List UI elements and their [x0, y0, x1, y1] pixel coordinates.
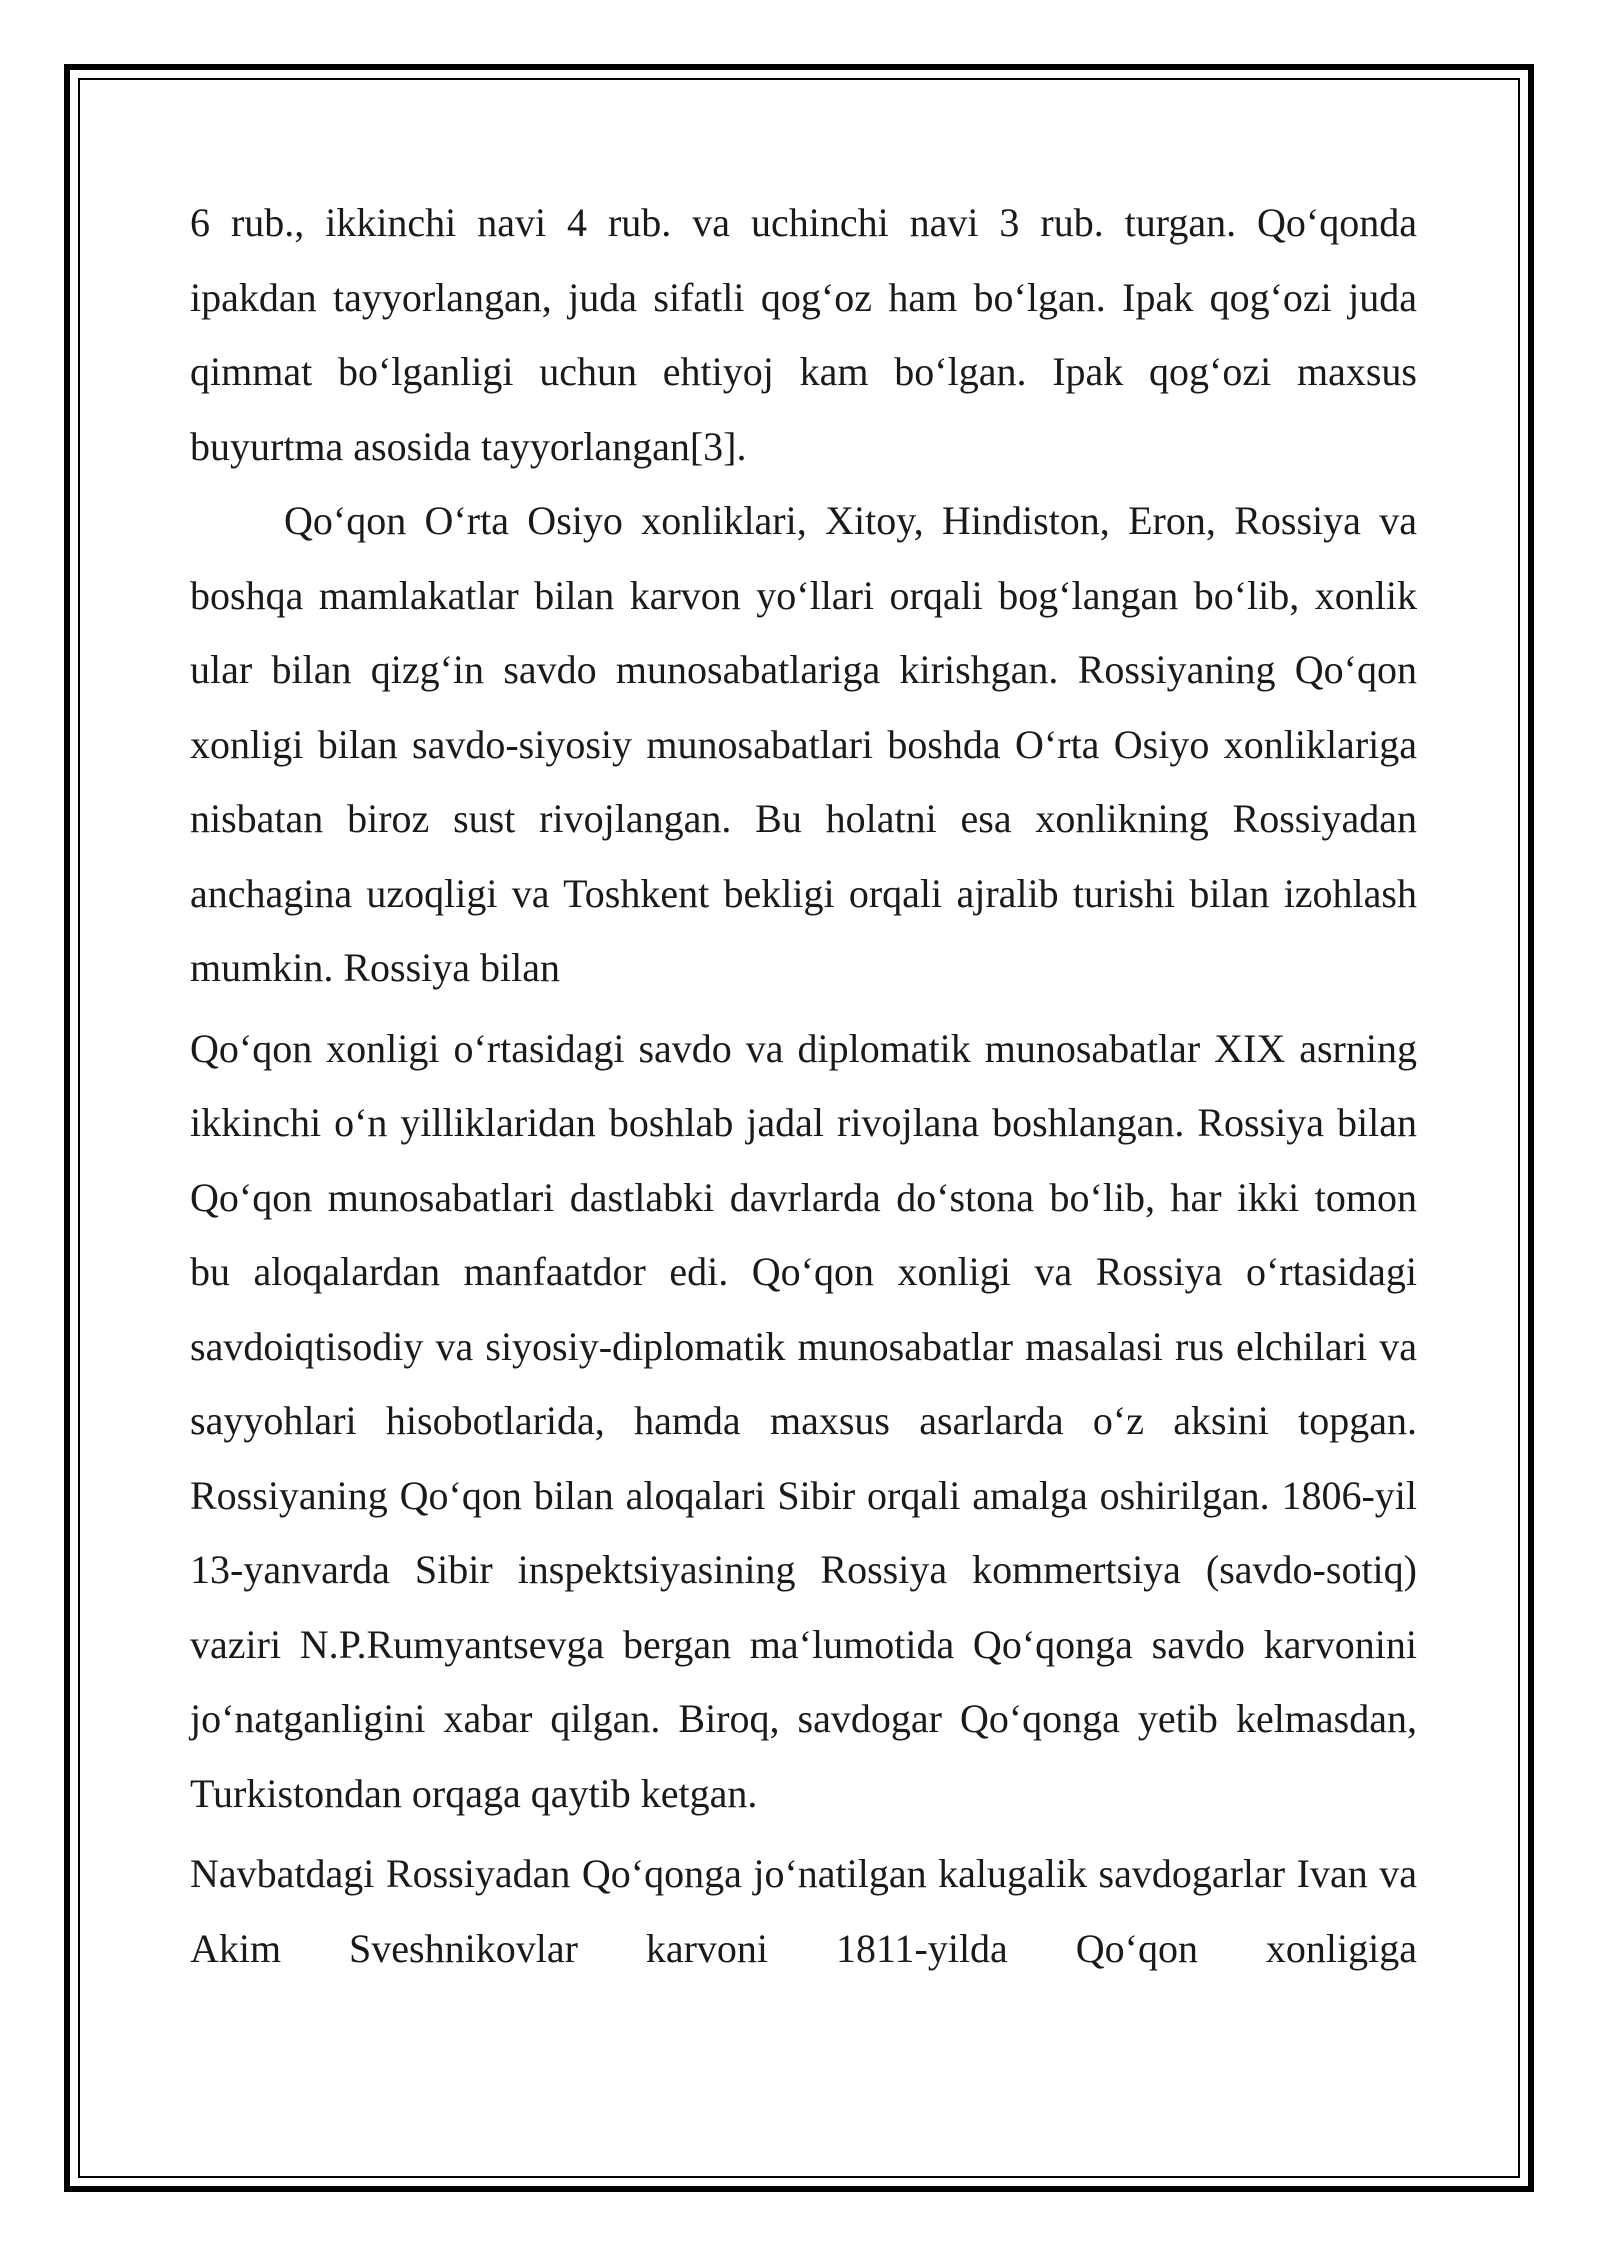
paragraph-4: Navbatdagi Rossiyadan Qo‘qonga jo‘natilgan kalugalik savdogarlar Ivan va Akim Sveshnikovlar karvoni 1811-yilda Qo‘qon xonligiga: [190, 1851, 1417, 1971]
paragraph-2: Qo‘qon O‘rta Osiyo xonliklari, Xitoy, Hindiston, Eron, Rossiya va boshqa mamlakatlar bilan karvon yo‘llari orqali bog‘langan bo‘lib, xonlik ular bilan qizg‘in savdo munosabatlariga kirishgan. Rossiyaning Qo‘qon xonligi bilan savdo-siyosiy munosabatlari boshda O‘rta Osiyo xonliklariga nisbatan biroz sust rivojlangan. Bu holatni esa xonlikning Rossiyadan anchagina uzoqligi va Toshkent bekligi orqali ajralib turishi bilan izohlash mumkin. Rossiya bilan: [190, 498, 1417, 990]
paragraph-3: Qo‘qon xonligi o‘rtasidagi savdo va diplomatik munosabatlar XIX asrning ikkinchi o‘n yilliklaridan boshlab jadal rivojlana boshlangan. Rossiya bilan Qo‘qon munosabatlari dastlabki davrlarda do‘stona bo‘lib, har ikki tomon bu aloqalardan manfaatdor edi. Qo‘qon xonligi va Rossiya o‘rtasidagi savdoiqtisodiy va siyosiy-diplomatik munosabatlar masalasi rus elchilari va sayyohlari hisobotlarida, hamda maxsus asarlarda o‘z aksini topgan. Rossiyaning Qo‘qon bilan aloqalari Sibir orqali amalga oshirilgan. 1806-yil 13-yanvarda Sibir inspektsiyasining Rossiya kommertsiya (savdo-sotiq) vaziri N.P.Rumyantsevga bergan ma‘lumotida Qo‘qonga savdo karvonini jo‘natganligini xabar qilgan. Biroq, savdogar Qo‘qonga yetib kelmasdan, Turkistondan orqaga qaytib ketgan.: [190, 1025, 1417, 1816]
paragraph-1: 6 rub., ikkinchi navi 4 rub. va uchinchi navi 3 rub. turgan. Qo‘qonda ipakdan tayyorlangan, juda sifatli qog‘oz ham bo‘lgan. Ipak qog‘ozi juda qimmat bo‘lganligi uchun ehtiyoj kam bo‘lgan. Ipak qog‘ozi maxsus buyurtma asosida tayyorlangan[3].: [190, 200, 1417, 469]
document-body: [190, 186, 1417, 1986]
